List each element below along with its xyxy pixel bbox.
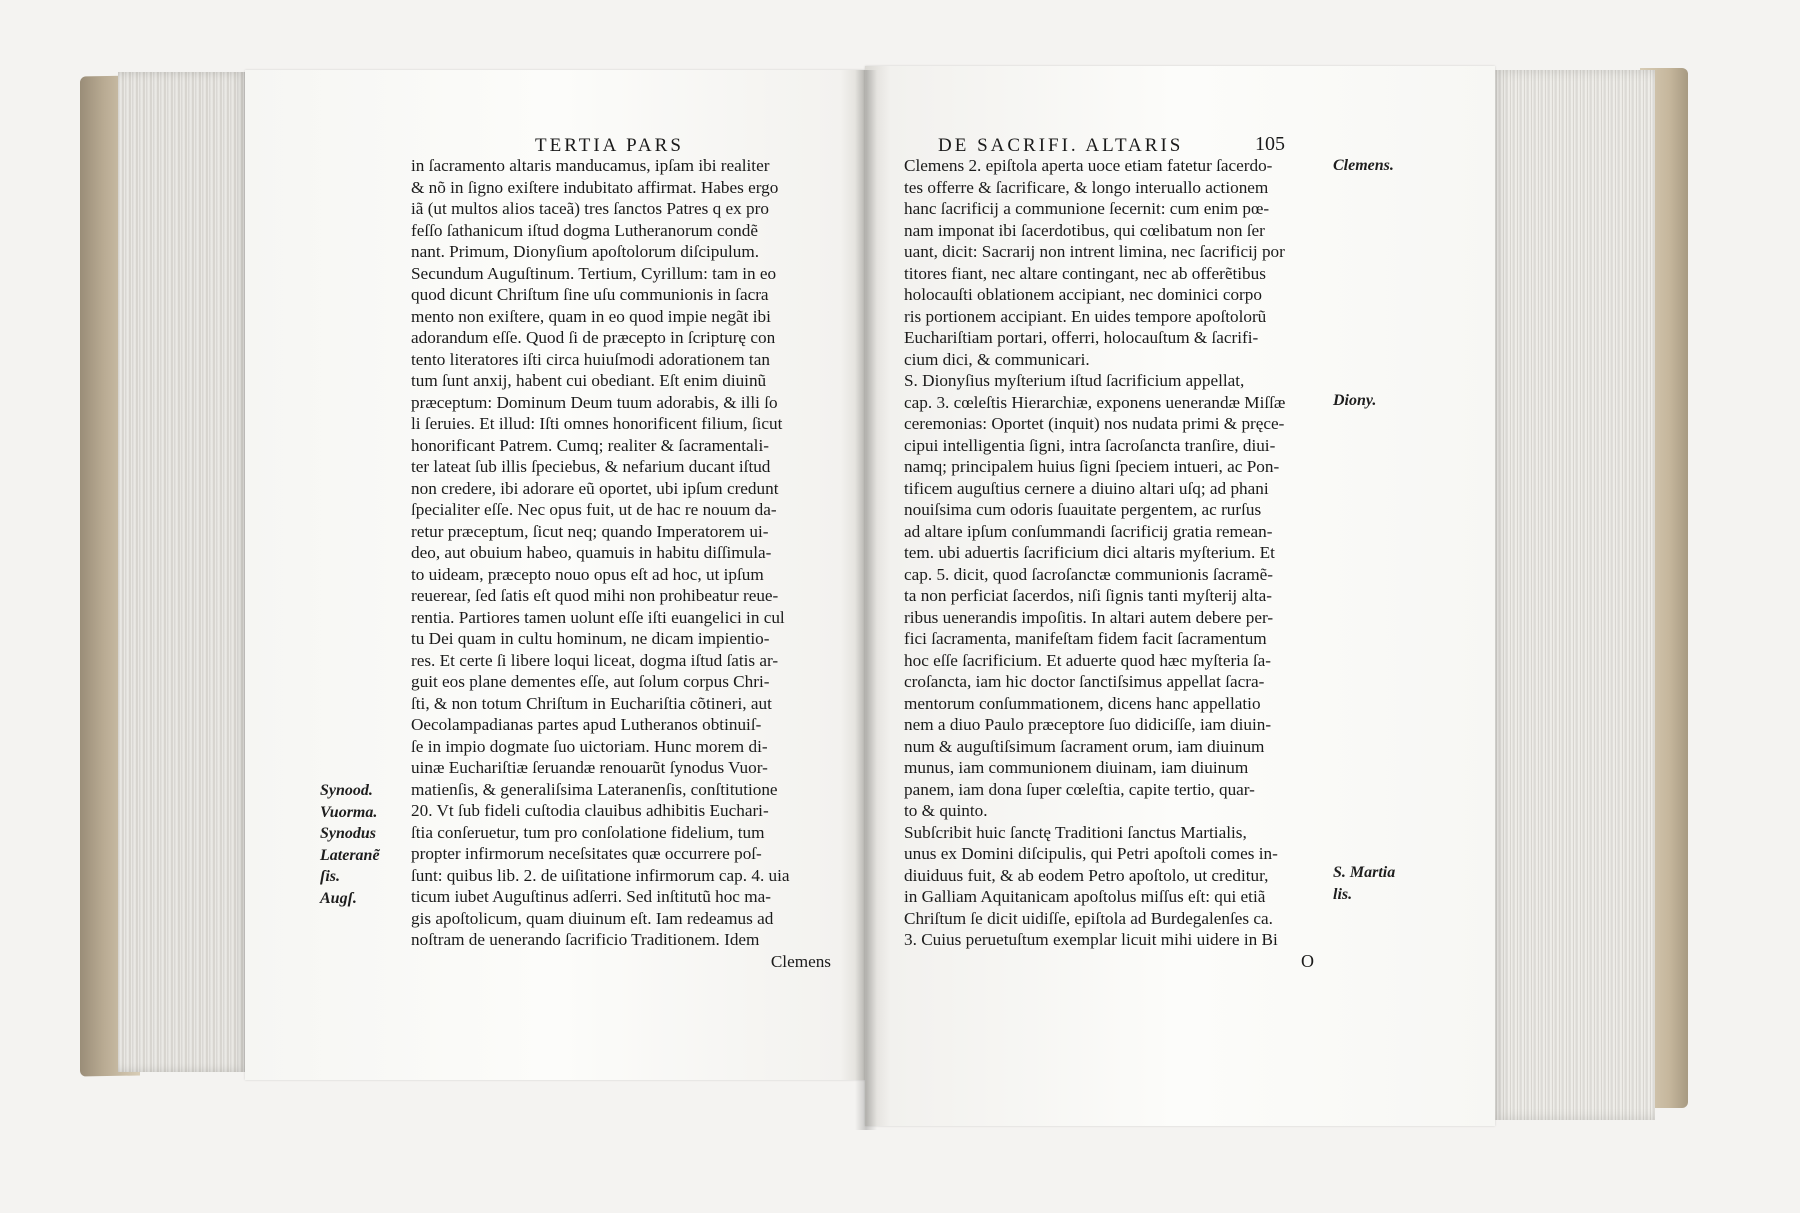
text-line: tento literatores iſti circa huiuſmodi adorationem tan <box>411 349 770 369</box>
text-line: Chriſtum ſe dicit uidiſſe, epiſtola ad Burdegalenſes ca. <box>904 908 1273 928</box>
margin-note: Synodus <box>320 825 377 842</box>
text-line: tu Dei quam in cultu hominum, ne dicam impientio- <box>411 629 770 648</box>
text-line: Oecolampadianas partes apud Lutheranos obtinuiſ- <box>411 715 762 734</box>
text-line: honorificant Patrem. Cumq; realiter & ſacramentali- <box>411 435 769 455</box>
right-running-head: DE SACRIFI. ALTARIS <box>938 135 1184 156</box>
margin-note-martia: S. Martia <box>1333 864 1396 881</box>
text-line: 20. Vt ſub fideli cuſtodia clauibus adhibitis Euchari- <box>411 801 769 820</box>
text-line: feſſo ſathanicum iſtud dogma Lutheranorum condẽ <box>411 220 758 240</box>
text-line: diuiduus fuit, & ab eodem Petro apoſtolo, ut creditur, <box>904 865 1269 885</box>
text-line: mentorum conſummationem, dicens hanc appellatio <box>904 693 1261 713</box>
text-line: ſpecialiter eſſe. Nec opus fuit, ut de hac re nouum da- <box>411 500 777 519</box>
text-line: cipui intelligentia ſigni, intra ſacroſancta tranſire, diui- <box>904 435 1276 455</box>
text-line: ter lateat ſub illis ſpeciebus, & nefarium ducant iſtud <box>411 457 771 476</box>
text-line: tes offerre & ſacrificare, & longo interuallo actionem <box>904 177 1269 197</box>
text-line: tificem auguſtius cernere a diuino altari uſq; ad phani <box>904 478 1269 498</box>
text-line: hoc eſſe ſacrificium. Et aduerte quod hæc myſteria ſa- <box>904 650 1271 670</box>
right-text-block <box>904 155 1326 972</box>
text-line: ſe in impio dogmate ſuo uictoriam. Hunc morem di- <box>411 736 768 756</box>
text-line: nant. Primum, Dionyſium apoſtolorum diſcipulum. <box>411 242 760 261</box>
text-line: ſunt: quibus lib. 2. de uiſitatione infirmorum cap. 4. uia <box>411 865 790 885</box>
text-line: cium dici, & communicari. <box>904 349 1090 369</box>
text-line: iã (ut multos alios taceã) tres ſanctos Patres q ex pro <box>411 199 769 218</box>
text-line: munus, iam communionem diuinam, iam diuinum <box>904 758 1249 777</box>
margin-note: Vuorma. <box>320 803 378 821</box>
text-line: adorandum eſſe. Quod ſi de præcepto in ſcripturę con <box>411 328 776 347</box>
text-line: ta non perficiat ſacerdos, niſi ſignis tanti myſterij alta- <box>904 586 1272 605</box>
text-line: quod dicunt Chriſtum ſine uſu communionis in ſacra <box>411 285 769 304</box>
text-line: res. Et certe ſi libere loqui liceat, dogma iſtud ſatis ar- <box>411 650 779 670</box>
text-line: tem. ubi aduertis ſacrificium dici altaris myſterium. Et <box>904 543 1275 562</box>
text-line: Euchariſtiam portari, offerri, holocauſtum & ſacrifi- <box>904 328 1259 347</box>
text-line: panem, iam dona ſuper cœleſtia, capite tertio, quar- <box>904 779 1255 799</box>
text-line: in Galliam Aquitanicam apoſtolus miſſus eſt: qui etiã <box>904 887 1266 906</box>
text-line: & nõ in ſigno exiſtere indubitato affirmat. Habes ergo <box>411 177 779 197</box>
right-page-block-edge <box>1490 70 1655 1120</box>
text-line: croſancta, iam hic doctor ſanctiſsimus appellat ſacra- <box>904 672 1265 691</box>
margin-note: ſis. <box>320 868 340 885</box>
text-line: Secundum Auguſtinum. Tertium, Cyrillum: tam in eo <box>411 263 777 283</box>
text-line: propter infirmorum neceſsitates quæ occurrere poſ- <box>411 844 762 863</box>
text-line: matienſis, & generaliſsima Lateranenſis, conſtitutione <box>411 779 778 799</box>
text-line: 3. Cuius peruetuſtum exemplar licuit mihi uidere in Bi <box>904 930 1278 949</box>
left-margin-notes <box>320 780 408 909</box>
text-line: holocauſti oblationem accipiant, nec dominici corpo <box>904 285 1262 304</box>
text-line: tum ſunt anxij, habent cui obediant. Eſt enim diuinũ <box>411 371 767 390</box>
text-line: ticum iubet Auguſtinus adſerri. Sed inſtitutũ hoc ma- <box>411 887 771 906</box>
text-line: namq; principalem huius ſigni ſpeciem intueri, ac Pon- <box>904 457 1280 476</box>
book-gutter <box>855 70 877 1130</box>
folio-number: 105 <box>1255 133 1285 155</box>
text-line: ad altare ipſum conſummandi ſacrificij gratia remean- <box>904 521 1273 541</box>
text-line: præceptum: Dominum Deum tuum adorabis, & illi ſo <box>411 392 778 412</box>
text-line: uant, dicit: Sacrarij non intrent limina, nec ſacrificij por <box>904 242 1285 261</box>
text-line: nouiſsima cum odoris ſuauitate pergentem, ac rurſus <box>904 500 1262 519</box>
text-line: Subſcribit huic ſanctę Traditioni ſanctus Martialis, <box>904 822 1247 842</box>
text-line: S. Dionyſius myſterium iſtud ſacrificium appellat, <box>904 371 1245 390</box>
text-line: rentia. Partiores tamen uolunt eſſe iſti euangelici in cul <box>411 607 785 627</box>
text-line: in ſacramento altaris manducamus, ipſam ibi realiter <box>411 156 770 175</box>
text-line: nem a diuo Paulo præceptore ſuo didiciſſe, iam diuin- <box>904 715 1272 734</box>
text-line: cap. 5. dicit, quod ſacroſanctæ communionis ſacramẽ- <box>904 564 1273 584</box>
text-line: ſtia conſeruetur, tum pro conſolatione fidelium, tum <box>411 822 765 842</box>
text-line: hanc ſacrificij a communione ſecernit: cum enim pœ- <box>904 199 1270 218</box>
text-line: titores fiant, nec altare contingant, nec ab offerẽtibus <box>904 263 1266 283</box>
text-line: ſti, & non totum Chriſtum in Euchariſtia cõtineri, aut <box>411 693 772 713</box>
text-line: nam imponat ibi ſacerdotibus, qui cœlibatum non ſer <box>904 220 1265 240</box>
left-text-block <box>411 155 837 972</box>
text-line: to uideam, præcepto nouo opus eſt ad hoc, ut ipſum <box>411 564 764 584</box>
text-line: num & auguſtiſsimum ſacrament orum, iam diuinum <box>904 736 1265 756</box>
text-line: Clemens 2. epiſtola aperta uoce etiam fatetur ſacerdo- <box>904 156 1273 175</box>
text-line: to & quinto. <box>904 801 988 820</box>
text-line: ribus uenerandis impoſitis. In altari autem debere per- <box>904 607 1274 627</box>
text-line: noſtram de uenerando ſacrificio Traditionem. Idem <box>411 930 760 949</box>
text-line: guit eos plane dementes eſſe, aut ſolum corpus Chri- <box>411 672 770 691</box>
margin-note: Synood. <box>320 782 373 799</box>
text-line: unus ex Domini diſcipulis, qui Petri apoſtoli comes in- <box>904 844 1278 863</box>
catchword: Clemens <box>770 951 831 971</box>
margin-note: Lateranẽ <box>320 846 380 864</box>
text-line: uinæ Euchariſtiæ ſeruandæ renouarũt ſynodus Vuor- <box>411 758 768 777</box>
text-line: reuerear, ſed ſatis eſt quod mihi non prohibeatur reue- <box>411 586 779 605</box>
text-line: retur præceptum, ſicut neq; quando Imperatorem ui- <box>411 521 769 541</box>
text-line: li ſeruies. Et illud: Iſti omnes honorificent filium, ſicut <box>411 414 783 433</box>
text-line: gis apoſtolicum, quam diuinum eſt. Iam redeamus ad <box>411 908 774 928</box>
margin-note-clemens: Clemens. <box>1333 157 1394 174</box>
text-line: non credere, ibi adorare eũ oportet, ubi ipſum credunt <box>411 478 779 498</box>
catchword: O <box>1301 950 1314 971</box>
margin-note-lis: lis. <box>1333 886 1353 903</box>
text-line: mento non exiſtere, quam in eo quod impie negãt ibi <box>411 306 771 326</box>
text-line: ceremonias: Oportet (inquit) nos nudata primi & pręce- <box>904 414 1285 433</box>
text-line: fici ſacramenta, manifeſtam fidem facit ſacramentum <box>904 629 1267 648</box>
text-line: ris portionem accipiant. En uides tempore apoſtolorũ <box>904 306 1267 326</box>
text-line: deo, aut obuium habeo, quamuis in habitu diſſimula- <box>411 543 772 562</box>
margin-note: Augſ. <box>320 889 357 907</box>
text-line: cap. 3. cœleſtis Hierarchiæ, exponens uenerandæ Miſſæ <box>904 392 1286 412</box>
left-running-head: TERTIA PARS <box>535 135 684 156</box>
left-page-block-edge <box>118 72 248 1072</box>
margin-note-diony: Diony. <box>1333 392 1377 409</box>
